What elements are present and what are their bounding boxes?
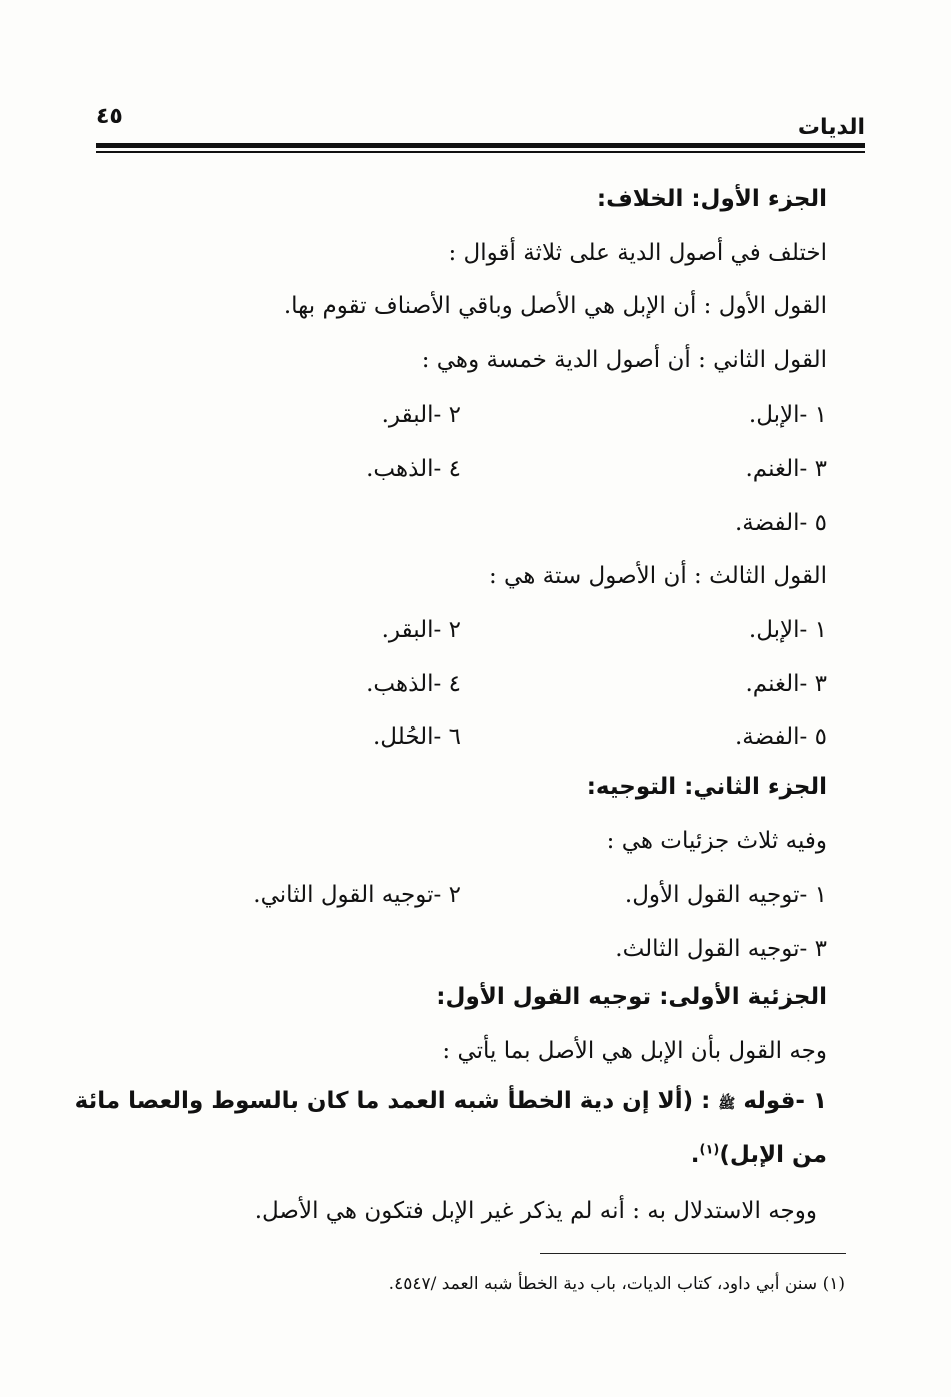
- list-item: ١ -الإبل.: [748, 617, 827, 643]
- header-rule-thin: [96, 151, 865, 153]
- subsection-heading: الجزئية الأولى: توجيه القول الأول:: [436, 984, 827, 1010]
- list-item: ٢ -البقر.: [381, 402, 461, 428]
- list-item: ١ -الإبل.: [748, 402, 827, 428]
- paragraph-reason-intro: وجه القول بأن الإبل هي الأصل بما يأتي :: [442, 1038, 827, 1064]
- hadith-text: : (ألا إن دية الخطأ شبه العمد ما كان بالسوط والعصا مائة: [74, 1088, 711, 1114]
- hadith-continuation: [691, 1140, 827, 1170]
- list-item: ٥ -الفضة.: [734, 724, 827, 750]
- hadith-prefix: ١ -قوله: [743, 1088, 827, 1114]
- paragraph-evidence: ووجه الاستدلال به : أنه لم يذكر غير الإبل فتكون هي الأصل.: [254, 1198, 817, 1224]
- list-item: ٣ -الغنم.: [745, 456, 827, 482]
- paragraph-intro: اختلف في أصول الدية على ثلاثة أقوال :: [448, 240, 827, 266]
- paragraph-second-opinion: القول الثاني : أن أصول الدية خمسة وهي :: [421, 347, 827, 373]
- list-item: ٢ -البقر.: [381, 617, 461, 643]
- list-item: ١ -توجيه القول الأول.: [624, 882, 827, 908]
- paragraph-third-opinion: القول الثالث : أن الأصول ستة هي :: [489, 563, 827, 589]
- list-item: ٣ -الغنم.: [745, 671, 827, 697]
- hadith-end: من الإبل): [719, 1142, 827, 1168]
- page-number: ٤٥: [96, 104, 123, 129]
- section-heading-disagreement: الجزء الأول: الخلاف:: [596, 186, 827, 212]
- footnote-reference: (١): [699, 1142, 720, 1158]
- running-header-title: الديات: [797, 115, 865, 140]
- section-heading-justification: الجزء الثاني: التوجيه:: [586, 774, 827, 800]
- list-item: ٤ -الذهب.: [366, 456, 461, 482]
- list-item: ٥ -الفضة.: [734, 510, 827, 536]
- list-item: ٣ -توجيه القول الثالث.: [615, 936, 827, 962]
- list-item: ٦ -الحُلل.: [372, 724, 461, 750]
- list-item: ٤ -الذهب.: [366, 671, 461, 697]
- hadith-end-period: .: [690, 1142, 700, 1168]
- honorific-glyph: ﷺ: [718, 1096, 736, 1112]
- hadith-line: [74, 1086, 827, 1119]
- paragraph-first-opinion: القول الأول : أن الإبل هي الأصل وباقي الأصناف تقوم بها.: [283, 293, 827, 319]
- footnote-text: (١) سنن أبي داود، كتاب الديات، باب دية الخطأ شبه العمد /٤٥٤٧.: [388, 1274, 845, 1294]
- paragraph-sub-intro: وفيه ثلاث جزئيات هي :: [606, 828, 827, 854]
- header-rule-thick: [96, 143, 865, 148]
- footnote-separator: [540, 1253, 846, 1254]
- list-item: ٢ -توجيه القول الثاني.: [253, 882, 461, 908]
